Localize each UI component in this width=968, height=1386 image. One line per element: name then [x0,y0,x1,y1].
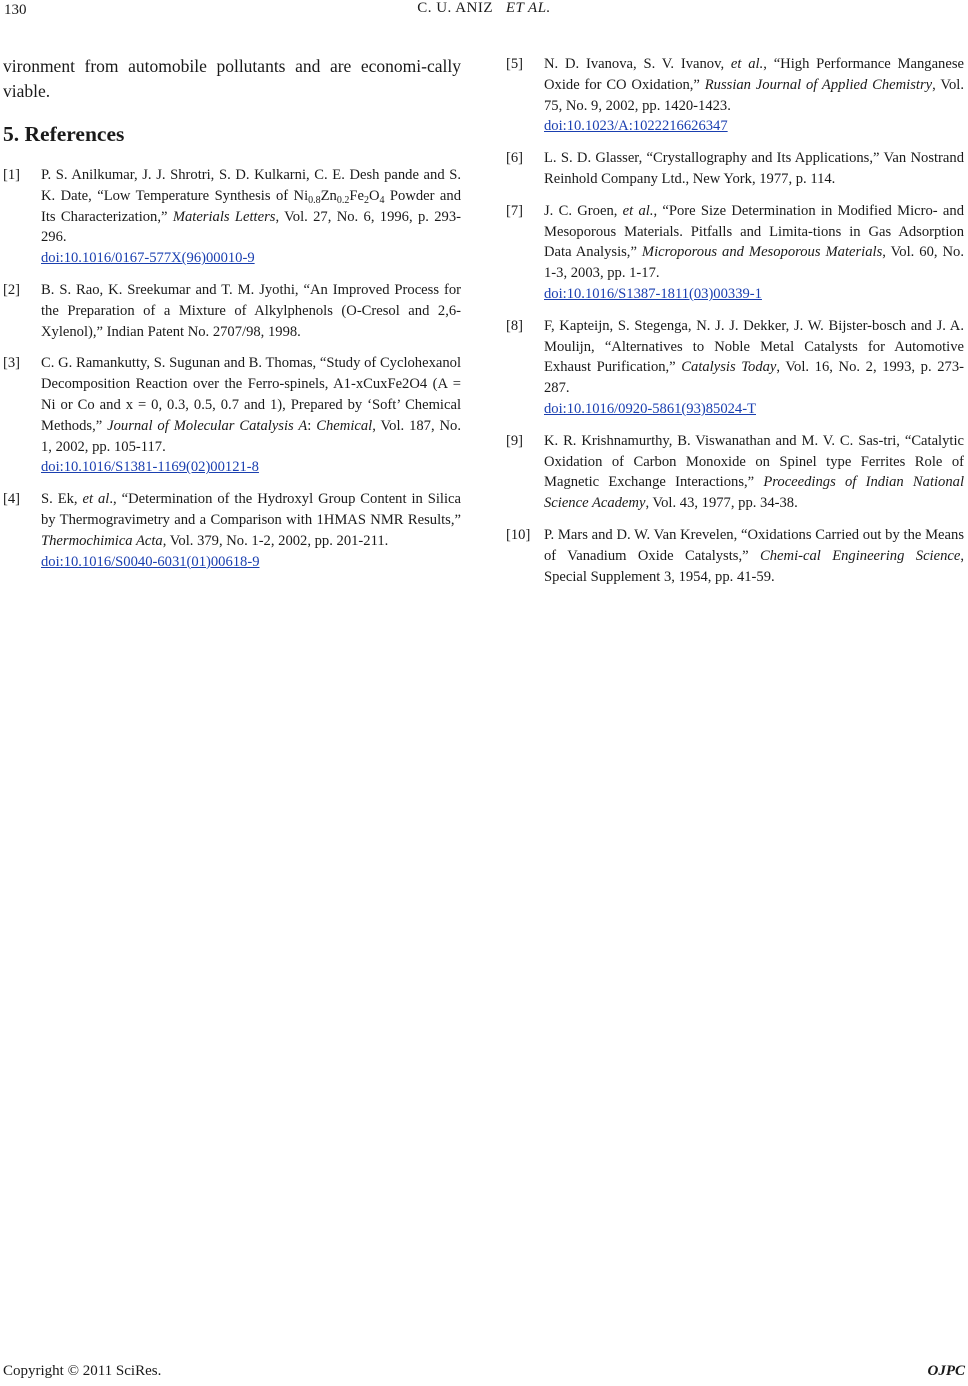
reference-text: , Vol. 75, No. 9, 2002, pp. 1420-1423. [544,76,965,114]
reference-text: , Special Supplement 3, 1954, pp. 41-59. [544,547,964,585]
reference-number: [2] [3,281,21,298]
reference-text: , Vol. 16, No. 2, 1993, p. 273-287. [544,359,964,397]
reference-7 [506,201,964,305]
reference-text: P. S. Anilkumar, J. J. Shrotri, S. D. Kulkarni, C. E. Desh pande and S. K. Date, “Low Temperature Synthesis of [41,167,461,204]
reference-3 [3,353,461,478]
reference-journal: Catalysis Today [681,359,777,376]
reference-number: [8] [506,317,524,334]
reference-journal: Russian Journal of Applied Chemistry [704,76,933,93]
reference-text: , “High Performance Manganese Oxide for CO Oxidation,” [544,56,964,93]
reference-list-right [506,54,964,587]
reference-text: : [307,417,317,434]
reference-number: [6] [506,150,524,167]
reference-number: [3] [3,355,21,372]
intro-paragraph: vironment from automobile pollutants and are economi-cally viable. [3,56,461,101]
reference-2 [3,280,461,342]
reference-text: P. Mars and D. W. Van Krevelen, “Oxidations Carried out by the Means of Vanadium Oxide Catalysts,” [544,526,964,564]
reference-journal: Chemi-cal Engineering Science [760,547,961,564]
reference-8 [506,316,964,420]
right-column [506,54,964,598]
doi-link[interactable]: doi:10.1016/0920-5861(93)85024-T [544,400,756,417]
doi-link[interactable]: doi:10.1016/S1387-1811(03)00339-1 [544,285,762,302]
reference-list-left [3,165,461,572]
reference-journal: Materials Letters [172,208,276,225]
reference-text: F, Kapteijn, S. Stegenga, N. J. J. Dekker, J. W. Bijster-bosch and J. A. Moulijn, “Alternatives to Noble Metal Catalysts for Automotive Exhaust Purification,” [544,317,964,376]
reference-number: [4] [3,491,21,508]
copyright-notice: Copyright © 2011 SciRes. [3,1363,162,1379]
reference-etal: et al [82,491,110,508]
doi-link[interactable]: doi:10.1023/A:1022216626347 [544,118,728,135]
reference-journal: Chemical [316,417,373,434]
reference-text: , Vol. 60, No. 1-3, 2003, pp. 1-17. [544,244,964,282]
reference-9 [506,431,964,514]
reference-text: ., “Determination of the Hydroxyl Group Content in Silica by Thermogravimetry and a Comparison with 1HMAS NMR Results,” [41,491,461,528]
reference-10 [506,525,964,587]
running-head-etal: ET AL. [505,0,551,16]
doi-link[interactable]: doi:10.1016/0167-577X(96)00010-9 [41,250,255,267]
reference-text: L. S. D. Glasser, “Crystallography and Its Applications,” Van Nostrand Reinhold Company Ltd., New York, 1977, p. 114. [544,150,964,187]
reference-journal: Thermochimica Acta [41,532,163,549]
reference-number: [7] [506,202,524,219]
reference-text: N. D. Ivanova, S. V. Ivanov, [544,56,731,72]
running-head [0,0,968,17]
reference-journal: Proceedings of Indian National Science Academy [544,474,964,512]
reference-number: [5] [506,56,524,72]
reference-number: [10] [506,526,531,543]
reference-5 [506,54,964,137]
reference-text: , “Pore Size Determination in Modified Micro- and Mesoporous Materials. Pitfalls and Limita-tions in Gas Adsorption Data Analysis,” [544,202,964,261]
reference-text: , Vol. 27, No. 6, 1996, p. 293-296. [41,208,461,246]
reference-4 [3,489,461,572]
reference-text: C. G. Ramankutty, S. Sugunan and B. Thomas, “Study of Cyclohexanol Decomposition Reaction over the Ferro-spinels, A1-xCuxFe2O4 (A = Ni or Co and x = 0, 0.3, 0.5, 0.7 and 1), Prepared by ‘Soft’ Chemical Methods,” [41,355,461,434]
page-number: 130 [4,2,27,18]
section-heading-references: 5. References [3,122,125,146]
reference-text: , Vol. 379, No. 1-2, 2002, pp. 201-211. [162,532,389,549]
chemical-formula: $Ni_{0.8}Zn_{0.2}Fe_2O_4$ [293,187,385,206]
doi-link[interactable]: doi:10.1016/S1381-1169(02)00121-8 [41,459,259,476]
journal-abbreviation: OJPC [927,1363,965,1379]
reference-etal: et al. [622,202,654,219]
reference-etal: et al. [730,56,764,72]
reference-text: , Vol. 43, 1977, pp. 34-38. [645,495,798,512]
reference-text: B. S. Rao, K. Sreekumar and T. M. Jyothi, “An Improved Process for the Preparation of a Mixture of Alkylphenols (O-Cresol and 2,6-Xylenol),” Indian Patent No. 2707/98, 1998. [41,281,461,340]
reference-journal: Microporous and Mesoporous Materials [641,244,883,261]
reference-text: , Vol. 187, No. 1, 2002, pp. 105-117. [41,417,462,455]
reference-6 [506,148,964,190]
reference-text: J. C. Groen, [544,202,623,219]
reference-text: S. Ek, [41,491,83,508]
reference-number: [1] [3,167,21,183]
doi-link[interactable]: doi:10.1016/S0040-6031(01)00618-9 [41,553,260,570]
reference-text: Powder and Its Characterization,” [41,187,461,225]
left-column [3,54,461,583]
reference-journal: Journal of Molecular Catalysis A [107,417,308,434]
reference-1 [3,165,461,269]
running-head-author: C. U. ANIZ [417,0,494,16]
reference-number: [9] [506,432,524,449]
reference-text: K. R. Krishnamurthy, B. Viswanathan and M. V. C. Sas-tri, “Catalytic Oxidation of Carbon Monoxide on Spinel type Ferrites Role of Magnetic Exchange Interactions,” [544,432,964,491]
